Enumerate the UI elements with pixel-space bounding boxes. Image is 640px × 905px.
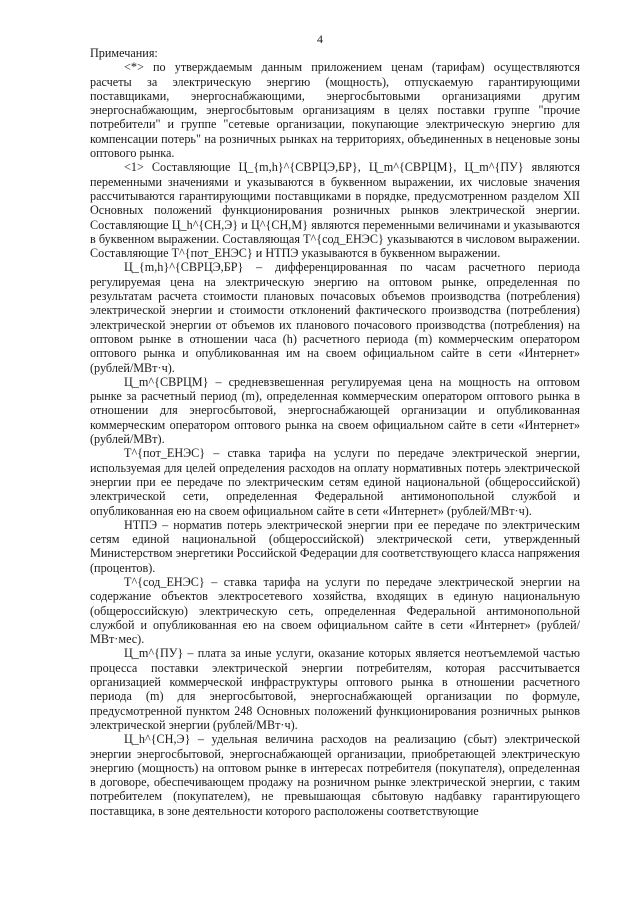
paragraph: Ц_{m,h}^{СВРЦЭ,БР} – дифференцированная по часам расчетного периода регулируемая цена на электрическую энергию на оптовом рынке, определенная по результатам расчета стоимости плановых почасовых объемов производства (потребления) электрической энергии и стоимости отклонений фактического производства (потребления) электрической энергии от объемов их планового почасового производства (потребления) на оптовом рынке в отношении часа (h) расчетного периода (m) коммерческим оператором оптового рынка и опубликованная им на своем официальном сайте в сети «Интернет» (рублей/МВт·ч). xyxy=(90,260,580,375)
paragraph: T^{пот_ЕНЭС} – ставка тарифа на услуги по передаче электрической энергии, используемая для целей определения расходов на оплату нормативных потерь электрической энергии при ее передаче по электрическим сетям единой национальной (общероссийской) электрической сети, определенная Федеральной антимонопольной службой и опубликованная ею на своем официальном сайте в сети «Интернет» (рублей/МВт·ч). xyxy=(90,446,580,518)
paragraph: НТПЭ – норматив потерь электрической энергии при ее передаче по электрическим сетям единой национальной (общероссийской) электрической сети, утвержденный Министерством энергетики Российской Федерации для соответствующего класса напряжения (процентов). xyxy=(90,517,580,575)
paragraph: Ц_m^{ПУ} – плата за иные услуги, оказание которых является неотъемлемой частью процесса поставки электрической энергии потребителям, которая рассчитывается организацией коммерческой инфраструктуры оптового рынка в отношении расчетного периода (m) для энергосбытовой, энергоснабжающей организации по формуле, предусмотренной пунктом 248 Основных положений функционирования розничных рынков электрической энергии (рублей/МВт·ч). xyxy=(90,646,580,732)
paragraph: T^{сод_ЕНЭС} – ставка тарифа на услуги по передаче электрической энергии на содержание объектов электросетевого хозяйства, входящих в единую национальную (общероссийскую) электрическую сеть, определенная Федеральной антимонопольной службой и опубликованная ею на своем официальном сайте в сети «Интернет» (рублей/МВт·мес). xyxy=(90,574,580,647)
page-number: 4 xyxy=(317,32,323,46)
paragraph: Ц_m^{СВРЦМ} – средневзвешенная регулируемая цена на мощность на оптовом рынке за расчетный период (m), определенная коммерческим оператором оптового рынка в отношении для энергосбытовой, энергоснабжающей организации и опубликованная коммерческим оператором оптового рынка на своем официальном сайте в сети «Интернет» (рублей/МВт). xyxy=(90,374,580,447)
paragraph: <1> Составляющие Ц_{m,h}^{СВРЦЭ,БР}, Ц_m^{СВРЦМ}, Ц_m^{ПУ} являются переменными значениями и указываются в буквенном выражении, их числовые значения рассчитываются гарантирующими поставщиками в порядке, предусмотренном разделом XII Основных положений функционирования розничных рынков электрической энергии. Составляющие Ц_h^{СН,Э} и Ц^{СН,М} являются переменными величинами и указываются в буквенном выражении. Составляющая T^{сод_ЕНЭС} указываются в числовом выражении. Составляющие T^{пот_ЕНЭС} и НТПЭ указываются в буквенном выражении. xyxy=(90,160,580,261)
paragraph: Ц_h^{СН,Э} – удельная величина расходов на реализацию (сбыт) электрической энергии энергосбытовой, энергоснабжающей организации, приобретающей электрическую энергию (мощность) на оптовом рынке в интересах потребителя (покупателя), определенная в договоре, обеспечивающем продажу на розничном рынке электрической энергии, с таким потребителем (покупателем), не превышающая сбытовую надбавку гарантирующего поставщика, в зоне деятельности которого расположены соответствующие xyxy=(90,732,580,818)
paragraph: <*> по утверждаемым данным приложением ценам (тарифам) осуществляются расчеты за электрическую энергию (мощность), отпускаемую гарантирующими поставщиками, энергоснабжающими, энергосбытовыми организациями другим энергоснабжающим, энергосбытовым организациям в целях поставки группе "прочие потребители" и группе "сетевые организации, покупающие электрическую энергию для компенсации потерь" на розничных рынках на территориях, объединенных в неценовые зоны оптового рынка. xyxy=(90,60,580,161)
page-body xyxy=(90,46,580,818)
notes-title: Примечания: xyxy=(90,46,158,60)
